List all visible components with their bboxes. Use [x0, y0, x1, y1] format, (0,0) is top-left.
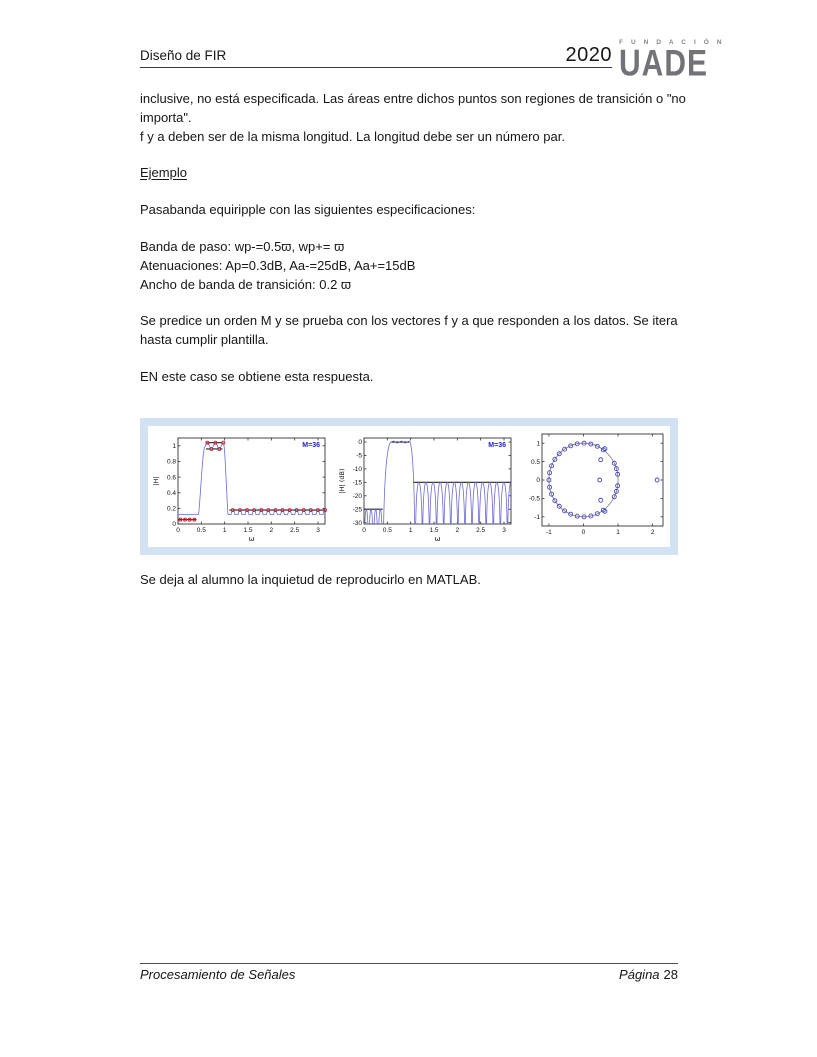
svg-text:-5: -5	[356, 452, 362, 460]
uade-label: UADE	[619, 43, 709, 84]
spec-list	[140, 237, 688, 294]
svg-text:M=36: M=36	[488, 442, 506, 449]
plot-magnitude-db	[338, 431, 516, 543]
svg-text:0.8: 0.8	[166, 458, 176, 466]
svg-text:0: 0	[358, 439, 362, 447]
svg-text:0: 0	[362, 527, 366, 534]
svg-text:0.2: 0.2	[166, 505, 176, 513]
svg-text:-15: -15	[352, 479, 362, 487]
svg-text:3: 3	[502, 527, 506, 534]
svg-text:ω: ω	[248, 535, 255, 543]
figure-plots	[140, 418, 678, 555]
plot-zeros	[526, 429, 668, 543]
paragraph-order-prediction: Se predice un orden M y se prueba con los vectores f y a que responden a los datos. Se itera hasta cumplir plantilla.	[140, 313, 678, 347]
paragraph-closing: Se deja al alumno la inquietud de reproducirlo en MATLAB.	[140, 572, 481, 587]
svg-text:-20: -20	[352, 492, 362, 500]
footer-course-title: Procesamiento de Señales	[140, 967, 296, 982]
header-year: 2020	[565, 44, 612, 66]
svg-text:-10: -10	[352, 466, 362, 474]
svg-text:0: 0	[172, 521, 176, 529]
svg-text:3: 3	[316, 527, 320, 534]
svg-text:1: 1	[172, 443, 176, 451]
svg-text:1: 1	[222, 527, 227, 534]
svg-text:M=36: M=36	[302, 442, 320, 449]
svg-text:1: 1	[616, 529, 620, 536]
svg-text:0.4: 0.4	[166, 489, 176, 497]
footer-page-number: 28	[663, 967, 678, 982]
example-heading: Ejemplo	[140, 165, 187, 180]
svg-text:-1: -1	[534, 514, 540, 521]
svg-text:-1: -1	[546, 529, 552, 536]
svg-text:0: 0	[536, 477, 540, 485]
spec-transition-band: Ancho de banda de transición: 0.2 ϖ	[140, 277, 352, 292]
paragraph-specs-intro: Pasabanda equiripple con las siguientes especificaciones:	[140, 202, 476, 217]
plot-magnitude-linear	[152, 431, 330, 543]
uade-logo	[619, 39, 725, 84]
svg-text:|H|: |H|	[152, 476, 160, 486]
footer-page-label: Página	[619, 967, 660, 982]
svg-text:1: 1	[408, 527, 413, 534]
svg-text:-25: -25	[352, 506, 362, 514]
svg-text:ω: ω	[434, 535, 441, 543]
svg-text:0: 0	[176, 527, 180, 534]
footer-page	[140, 967, 678, 982]
header-rule	[140, 67, 612, 68]
svg-text:2: 2	[650, 529, 655, 536]
fundacion-label: F U N D A C I Ó N	[619, 39, 725, 46]
footer-rule	[140, 963, 678, 964]
svg-text:|H| (dB): |H| (dB)	[338, 468, 346, 494]
svg-text:0: 0	[581, 529, 586, 536]
svg-text:0.6: 0.6	[166, 474, 176, 482]
svg-text:1.5: 1.5	[243, 527, 253, 534]
svg-text:2.5: 2.5	[290, 527, 300, 534]
page-header-title: Diseño de FIR	[140, 48, 227, 63]
spec-attenuations: Atenuaciones: Ap=0.3dB, Aa-=25dB, Aa+=15dB	[140, 258, 416, 273]
svg-text:1: 1	[536, 440, 540, 448]
svg-text:2: 2	[455, 527, 460, 534]
spec-passband: Banda de paso: wp-=0.5ϖ, wp+= ϖ	[140, 239, 345, 254]
paragraph-result-intro: EN este caso se obtiene esta respuesta.	[140, 369, 374, 384]
paragraph-intro: inclusive, no está especificada. Las áreas entre dichos puntos son regiones de transición o "no importa".	[140, 91, 686, 125]
svg-text:2.5: 2.5	[476, 527, 486, 534]
svg-text:0.5: 0.5	[382, 527, 392, 534]
svg-text:1.5: 1.5	[429, 527, 439, 534]
svg-text:-0.5: -0.5	[528, 495, 540, 503]
paragraph-length-note: f y a deben ser de la misma longitud. La longitud debe ser un número par.	[140, 129, 565, 144]
svg-text:0.5: 0.5	[196, 527, 206, 534]
svg-text:0.5: 0.5	[530, 458, 540, 466]
svg-text:-30: -30	[352, 519, 362, 527]
svg-text:2: 2	[269, 527, 274, 534]
